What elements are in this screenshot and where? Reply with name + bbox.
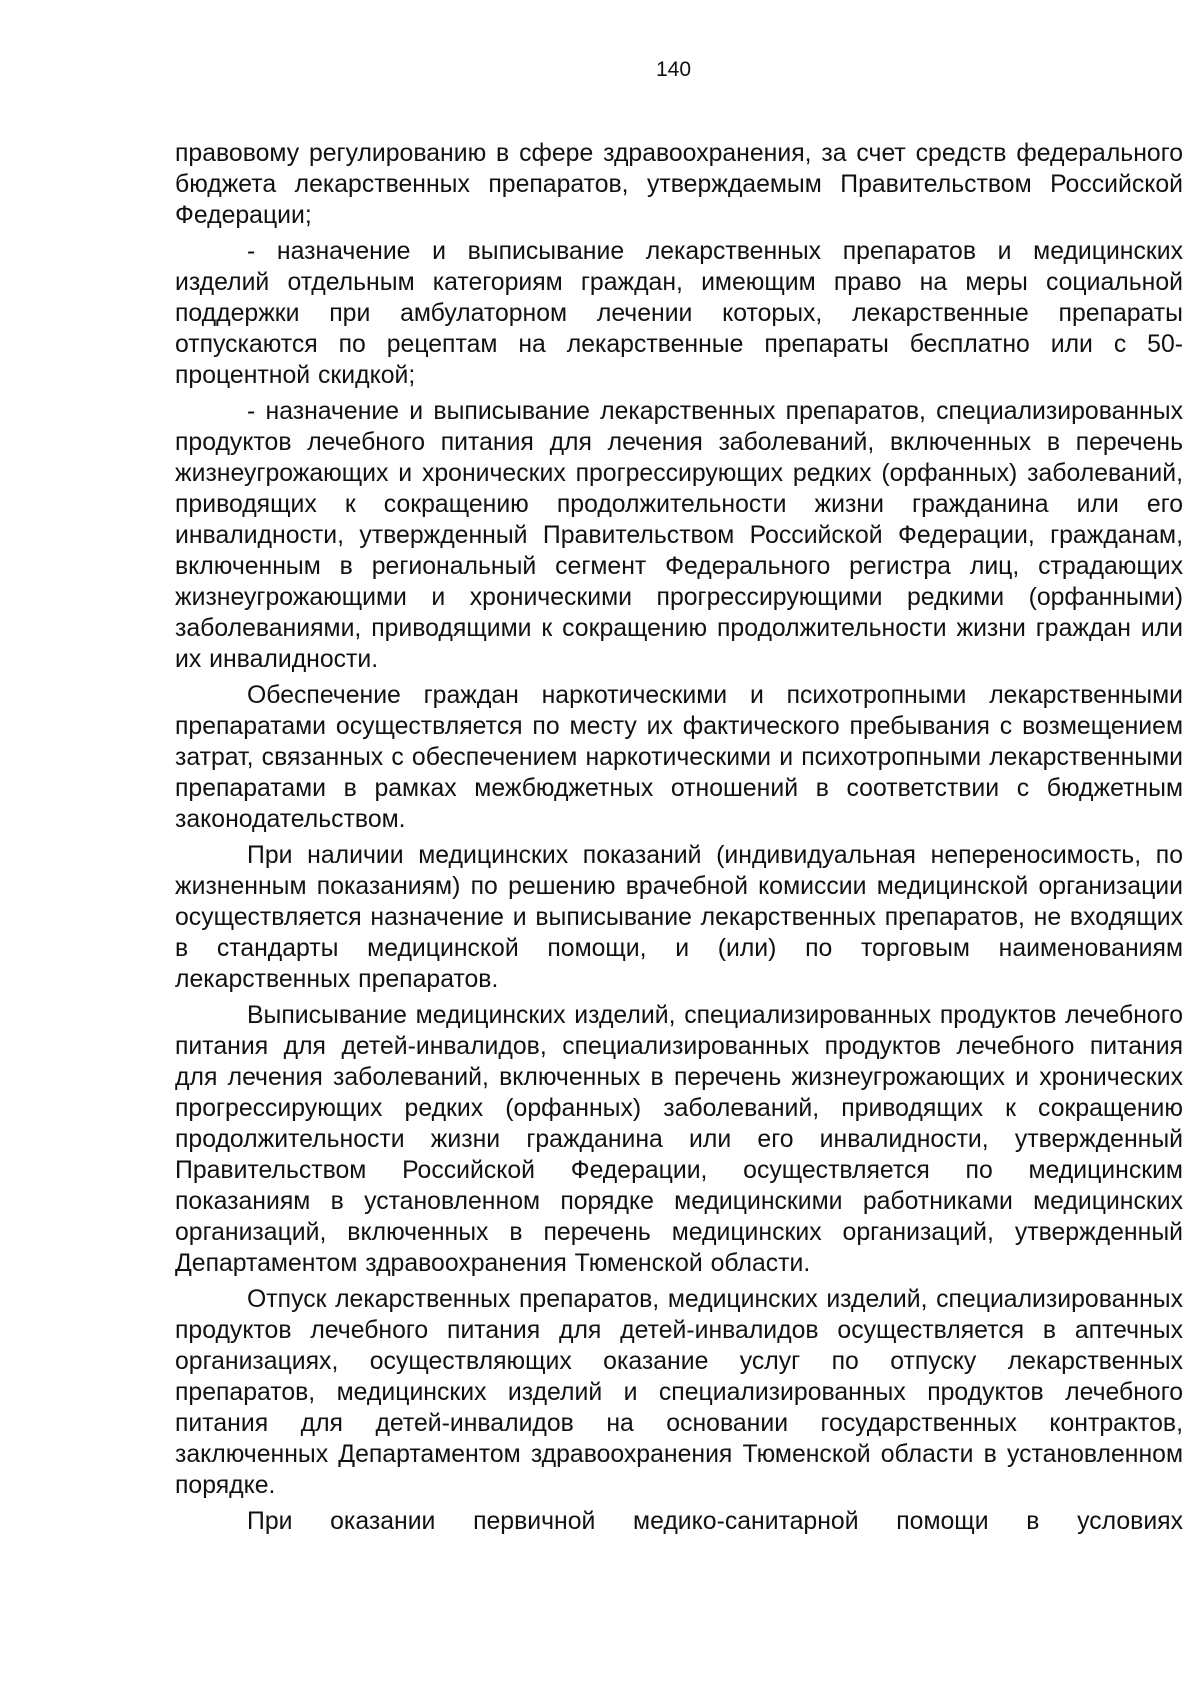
paragraph-continuation: правовому регулированию в сфере здравоохранения, за счет средств федерального бюджета лекарственных препаратов, утверждаемым Правительством Российской Федерации; xyxy=(175,140,1183,229)
page-number: 140 xyxy=(655,58,692,81)
paragraph-list-item-orphan-diseases: - назначение и выписывание лекарственных препаратов, специализированных продуктов лечебного питания для лечения заболеваний, включенных в перечень жизнеугрожающих и хронических прогрессирующих редких (орфанных) заболеваний, приводящих к сокращению продолжительности жизни гражданина или его инвалидности, утвержденный Правительством Российской Федерации, гражданам, включенным в региональный сегмент Федерального регистра лиц, страдающих жизнеугрожающими и хроническими прогрессирующими редкими (орфанными) заболеваниями, приводящими к сокращению продолжительности жизни граждан или их инвалидности. xyxy=(175,398,1183,673)
paragraph-pharmacy-dispensing: Отпуск лекарственных препаратов, медицинских изделий, специализированных продуктов лечебного питания для детей-инвалидов осуществляется в аптечных организациях, осуществляющих оказание услуг по отпуску лекарственных препаратов, медицинских изделий и специализированных продуктов лечебного питания для детей-инвалидов на основании государственных контрактов, заключенных Департаментом здравоохранения Тюменской области в установленном порядке. xyxy=(175,1286,1183,1499)
paragraph-medical-indications: При наличии медицинских показаний (индивидуальная непереносимость, по жизненным показаниям) по решению врачебной комиссии медицинской организации осуществляется назначение и выписывание лекарственных препаратов, не входящих в стандарты медицинской помощи, и (или) по торговым наименованиям лекарственных препаратов. xyxy=(175,842,1183,993)
document-body xyxy=(175,138,1183,1537)
paragraph-list-item-benefits: - назначение и выписывание лекарственных препаратов и медицинских изделий отдельным категориям граждан, имеющим право на меры социальной поддержки при амбулаторном лечении которых, лекарственные препараты отпускаются по рецептам на лекарственные препараты бесплатно или с 50-процентной скидкой; xyxy=(175,238,1183,389)
paragraph-medical-devices-prescription: Выписывание медицинских изделий, специализированных продуктов лечебного питания для детей-инвалидов, специализированных продуктов лечебного питания для лечения заболеваний, включенных в перечень жизнеугрожающих и хронических прогрессирующих редких (орфанных) заболеваний, приводящих к сокращению продолжительности жизни гражданина или его инвалидности, утвержденный Правительством Российской Федерации, осуществляется по медицинским показаниям в установленном порядке медицинскими работниками медицинских организаций, включенных в перечень медицинских организаций, утвержденный Департаментом здравоохранения Тюменской области. xyxy=(175,1002,1183,1277)
paragraph-primary-care: При оказании первичной медико-санитарной помощи в условиях xyxy=(247,1508,1183,1535)
paragraph-narcotic-drugs: Обеспечение граждан наркотическими и психотропными лекарственными препаратами осуществляется по месту их фактического пребывания с возмещением затрат, связанных с обеспечением наркотическими и психотропными лекарственными препаратами в рамках межбюджетных отношений в соответствии с бюджетным законодательством. xyxy=(175,682,1183,833)
